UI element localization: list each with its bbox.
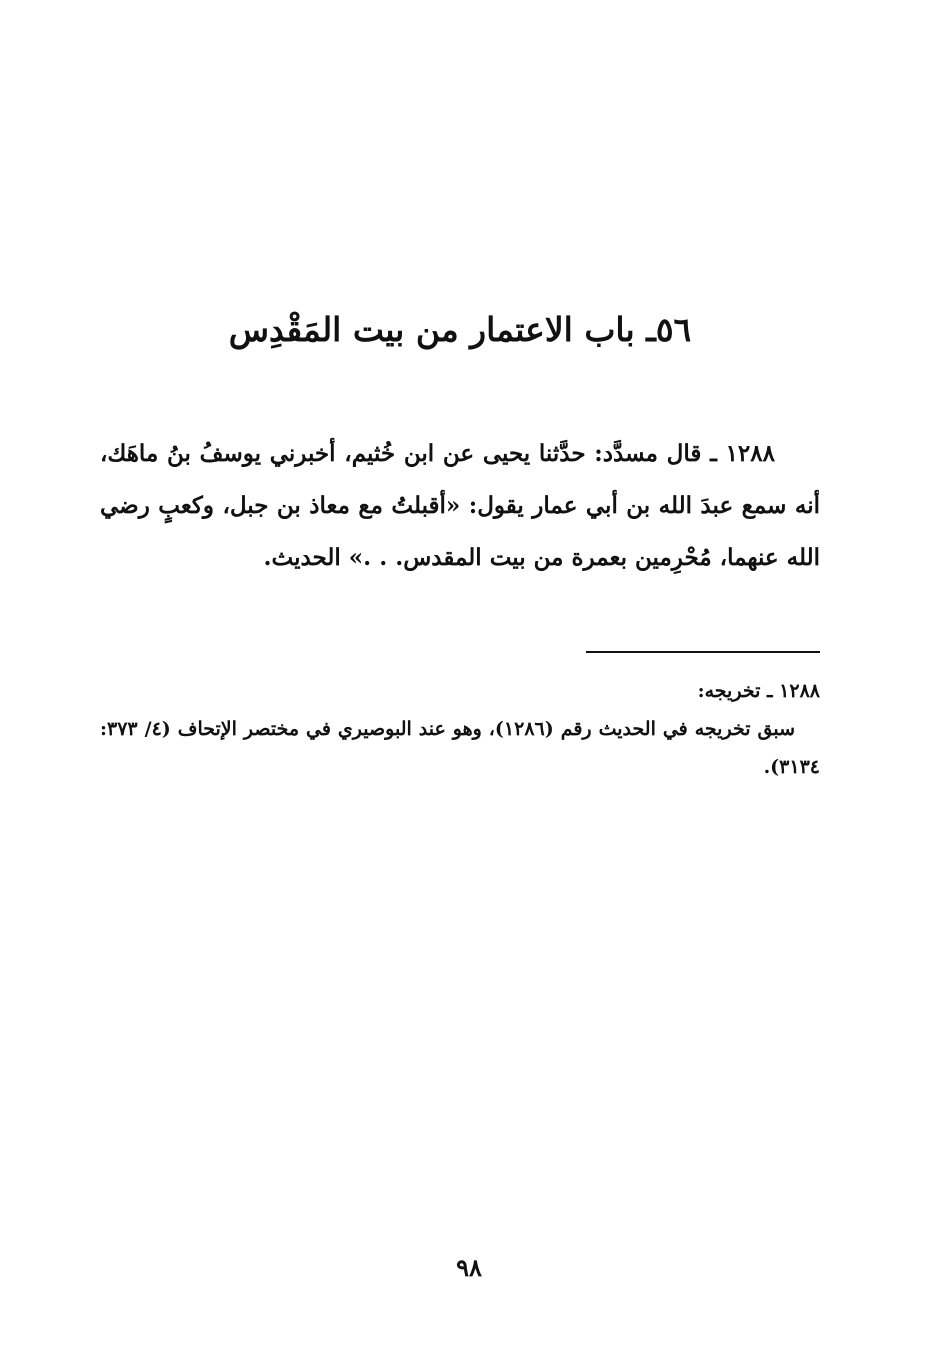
takhrij-heading: ١٢٨٨ ـ تخريجه:	[697, 680, 820, 702]
takhrij-body: سبق تخريجه في الحديث رقم (١٢٨٦)، وهو عند البوصيري في مختصر الإتحاف (٤/ ٣٧٣: ٣١٣٤).	[100, 718, 820, 778]
footnote-divider	[586, 651, 820, 653]
chapter-title: ٥٦ـ باب الاعتمار من بيت المَقْدِس	[228, 310, 692, 349]
hadith-text: ١٢٨٨ ـ قال مسدَّد: حدَّثنا يحيى عن ابن خُثيم، أخبرني يوسفُ بنُ ماهَك، أنه سمع عبدَ الله بن أبي عمار يقول: «أقبلتُ مع معاذ بن جبل، وكعبٍ رضي الله عنهما، مُحْرِمين بعمرة من بيت المقدس. . .» الحديث.	[100, 440, 820, 571]
hadith-block	[100, 428, 820, 584]
takhrij-footnote	[100, 672, 820, 786]
page-number: ٩٨	[456, 1253, 482, 1282]
